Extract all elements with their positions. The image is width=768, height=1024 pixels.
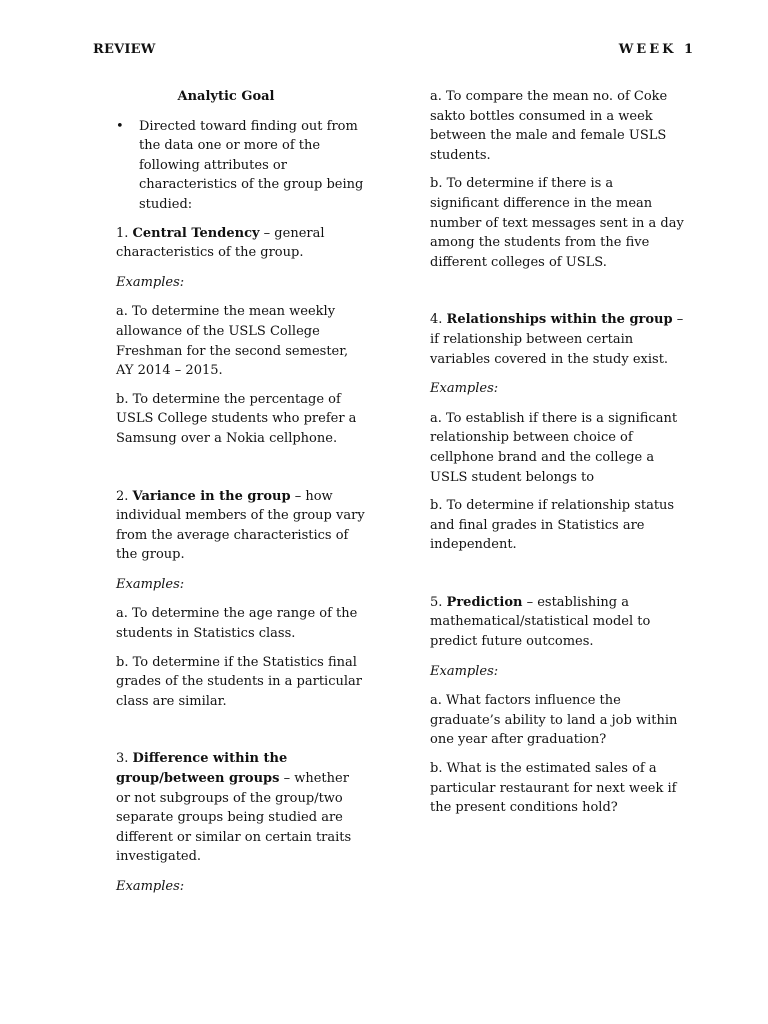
bullet-icon: •: [116, 118, 124, 134]
example-item: b. To determine the percentage of USLS College students who prefer a Samsung over a Nokia cellphone.: [116, 391, 357, 446]
example-item: a. To determine the mean weekly allowance of the USLS College Freshman for the second semester, AY 2014 – 2015.: [116, 304, 349, 379]
bullet-text: Directed toward finding out from the data one or more of the following attributes or characteristics of the group being studied:: [139, 118, 364, 212]
section-central-tendency: [116, 224, 366, 263]
example-item: b. To determine if there is a significant difference in the mean number of text messages sent in a day among the students from the five different colleges of USLS.: [430, 176, 684, 270]
section-number: 1.: [116, 225, 129, 241]
section-description: – whether or not subgroups of the group/two separate groups being studied are different or similar on certain traits investigated.: [116, 771, 352, 865]
header-week: WEEK 1: [618, 42, 696, 57]
section-term: Central Tendency: [132, 225, 260, 241]
section-description: – if relationship between certain variables covered in the study exist.: [430, 312, 684, 367]
section-description: – establishing a mathematical/statistical model to predict future outcomes.: [430, 594, 651, 650]
section-term: Variance in the group: [132, 488, 291, 504]
example-item: b. What is the estimated sales of a particular restaurant for next week if the present conditions hold?: [430, 761, 677, 816]
header-review: REVIEW: [93, 42, 156, 57]
example-item: a. What factors influence the graduate’s ability to land a job within one year after graduation?: [430, 693, 678, 748]
example-item: b. To determine if relationship status and final grades in Statistics are independent.: [430, 498, 675, 553]
spacer: [116, 720, 366, 749]
example-item: a. To determine the age range of the students in Statistics class.: [116, 606, 358, 642]
example-item: a. To establish if there is a significant relationship between choice of cellphone brand and the college a USLS student belongs to: [430, 410, 678, 485]
example-item: b. To determine if the Statistics final grades of the students in a particular class are similar.: [116, 654, 362, 709]
right-column: [430, 87, 685, 827]
section-difference: [116, 749, 366, 867]
bullet-item: [116, 117, 366, 215]
section-description: – how individual members of the group vary from the average characteristics of the group.: [116, 488, 365, 563]
example-item: a. To compare the mean no. of Coke sakto bottles consumed in a week between the male and female USLS students.: [430, 89, 668, 163]
section-prediction: [430, 593, 685, 652]
section-number: 2.: [116, 488, 129, 504]
section-number: 5.: [430, 594, 443, 610]
section-relationships: [430, 310, 685, 369]
section-description: – general characteristics of the group.: [116, 225, 325, 261]
left-column: [116, 87, 366, 907]
spacer: [116, 458, 366, 487]
spacer: [430, 281, 685, 310]
examples-label: Examples:: [116, 576, 185, 592]
section-term: Difference within the group/between groups: [116, 751, 288, 787]
examples-label: Examples:: [116, 879, 185, 894]
analytic-goal-title: Analytic Goal: [177, 89, 275, 104]
examples-label: Examples:: [116, 274, 185, 290]
section-term: Prediction: [446, 594, 523, 610]
section-variance: [116, 487, 366, 565]
examples-label: Examples:: [430, 381, 499, 397]
spacer: [430, 564, 685, 593]
section-number: 4.: [430, 312, 443, 328]
examples-label: Examples:: [430, 663, 499, 679]
section-number: 3.: [116, 751, 129, 767]
section-term: Relationships within the group: [446, 312, 673, 328]
